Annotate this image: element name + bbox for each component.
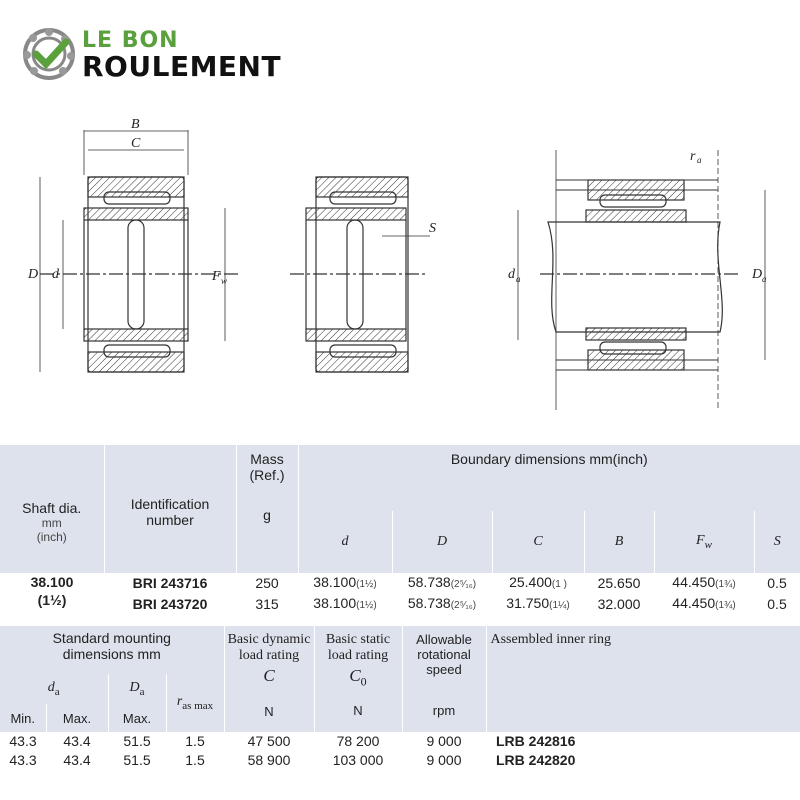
mounting-header: Standard mounting dimensions mm bbox=[0, 626, 224, 674]
bearing-drawing bbox=[0, 110, 800, 420]
mass-1: 250 bbox=[255, 575, 279, 591]
col-S: S bbox=[754, 511, 800, 573]
S-1: 0.5 bbox=[767, 575, 787, 591]
label-Fw-sub: w bbox=[221, 276, 228, 286]
label-Fw: F bbox=[212, 269, 221, 284]
table-row bbox=[0, 751, 800, 770]
C0-2: 103 000 bbox=[332, 752, 384, 768]
col-da-min: Min. bbox=[0, 704, 46, 732]
C0-1: 78 200 bbox=[336, 733, 380, 749]
B-2: 32.000 bbox=[597, 596, 641, 612]
bearing-check-icon bbox=[22, 26, 78, 82]
label-Da-sub: a bbox=[762, 274, 767, 284]
Da-max-2: 51.5 bbox=[123, 752, 151, 768]
C-dyn-1: 47 500 bbox=[247, 733, 291, 749]
ring-2: LRB 242820 bbox=[496, 752, 576, 768]
label-ra-sub: a bbox=[697, 155, 702, 165]
S-2: 0.5 bbox=[767, 596, 787, 612]
Fw-2: 44.450(1¾) bbox=[672, 595, 736, 611]
C-1: 25.400(1 ) bbox=[509, 574, 567, 590]
col-B: B bbox=[584, 511, 654, 573]
col-C: C bbox=[492, 511, 584, 573]
da-min-2: 43.3 bbox=[9, 752, 37, 768]
mass-header: Mass (Ref.) g bbox=[236, 445, 298, 573]
shaft-dia-header: Shaft dia. mm (inch) bbox=[0, 445, 104, 573]
brand-logo bbox=[22, 22, 312, 86]
label-C: C bbox=[131, 136, 141, 151]
col-Da: $D_a$ bbox=[108, 674, 166, 704]
label-S: S bbox=[429, 221, 436, 236]
label-D: D bbox=[28, 267, 39, 282]
speed-1: 9 000 bbox=[426, 733, 462, 749]
label-d: d bbox=[52, 267, 59, 282]
da-min-1: 43.3 bbox=[9, 733, 37, 749]
mounting-table bbox=[0, 626, 800, 770]
table-row bbox=[0, 732, 800, 751]
shaft-dia-value: 38.100 (1½) bbox=[30, 574, 74, 608]
Da-max-1: 51.5 bbox=[123, 733, 151, 749]
logo-line1: LE BON bbox=[82, 28, 179, 53]
col-da: $d_a$ bbox=[0, 674, 108, 704]
speed-header: Allowable rotational speed rpm bbox=[402, 626, 486, 732]
d-1: 38.100(1½) bbox=[313, 574, 377, 590]
col-D: D bbox=[392, 511, 492, 573]
C-dyn-2: 58 900 bbox=[247, 752, 291, 768]
ring-1: LRB 242816 bbox=[496, 733, 576, 749]
logo-line2: ROULEMENT bbox=[82, 50, 282, 83]
D-1: 58.738(2⁵⁄₁₆) bbox=[407, 574, 477, 590]
C-2: 31.750(1¼) bbox=[506, 595, 570, 611]
col-ras: $r_{as max}$ bbox=[166, 674, 224, 732]
B-1: 25.650 bbox=[597, 575, 641, 591]
col-Fw: $F_w$ bbox=[654, 511, 754, 573]
label-B: B bbox=[131, 117, 140, 132]
identification-header: Identification number bbox=[104, 445, 236, 573]
ident-2: BRI 243720 bbox=[132, 596, 208, 612]
col-d: d bbox=[298, 511, 392, 573]
ras-2: 1.5 bbox=[185, 752, 205, 768]
ident-1: BRI 243716 bbox=[132, 575, 208, 591]
col-Da-max: Max. bbox=[108, 704, 166, 732]
table-row bbox=[0, 594, 800, 615]
D-2: 58.738(2⁵⁄₁₆) bbox=[407, 595, 477, 611]
Fw-1: 44.450(1¾) bbox=[672, 574, 736, 590]
d-2: 38.100(1½) bbox=[313, 595, 377, 611]
col-da-max: Max. bbox=[46, 704, 108, 732]
static-rating-header: Basic static load rating $C_0$ N bbox=[314, 626, 402, 732]
dynamic-rating-header: Basic dynamic load rating C N bbox=[224, 626, 314, 732]
inner-ring-header: Assembled inner ring bbox=[486, 626, 800, 732]
label-da: d bbox=[508, 267, 515, 282]
bearing-spec-table bbox=[0, 445, 800, 615]
table-row bbox=[0, 573, 800, 594]
mass-2: 315 bbox=[255, 596, 279, 612]
label-Da: D bbox=[752, 267, 763, 282]
ras-1: 1.5 bbox=[185, 733, 205, 749]
da-max-1: 43.4 bbox=[63, 733, 91, 749]
da-max-2: 43.4 bbox=[63, 752, 91, 768]
boundary-header: Boundary dimensions mm(inch) bbox=[298, 445, 800, 511]
label-ra: r bbox=[690, 149, 696, 164]
speed-2: 9 000 bbox=[426, 752, 462, 768]
label-da-sub: a bbox=[516, 274, 521, 284]
